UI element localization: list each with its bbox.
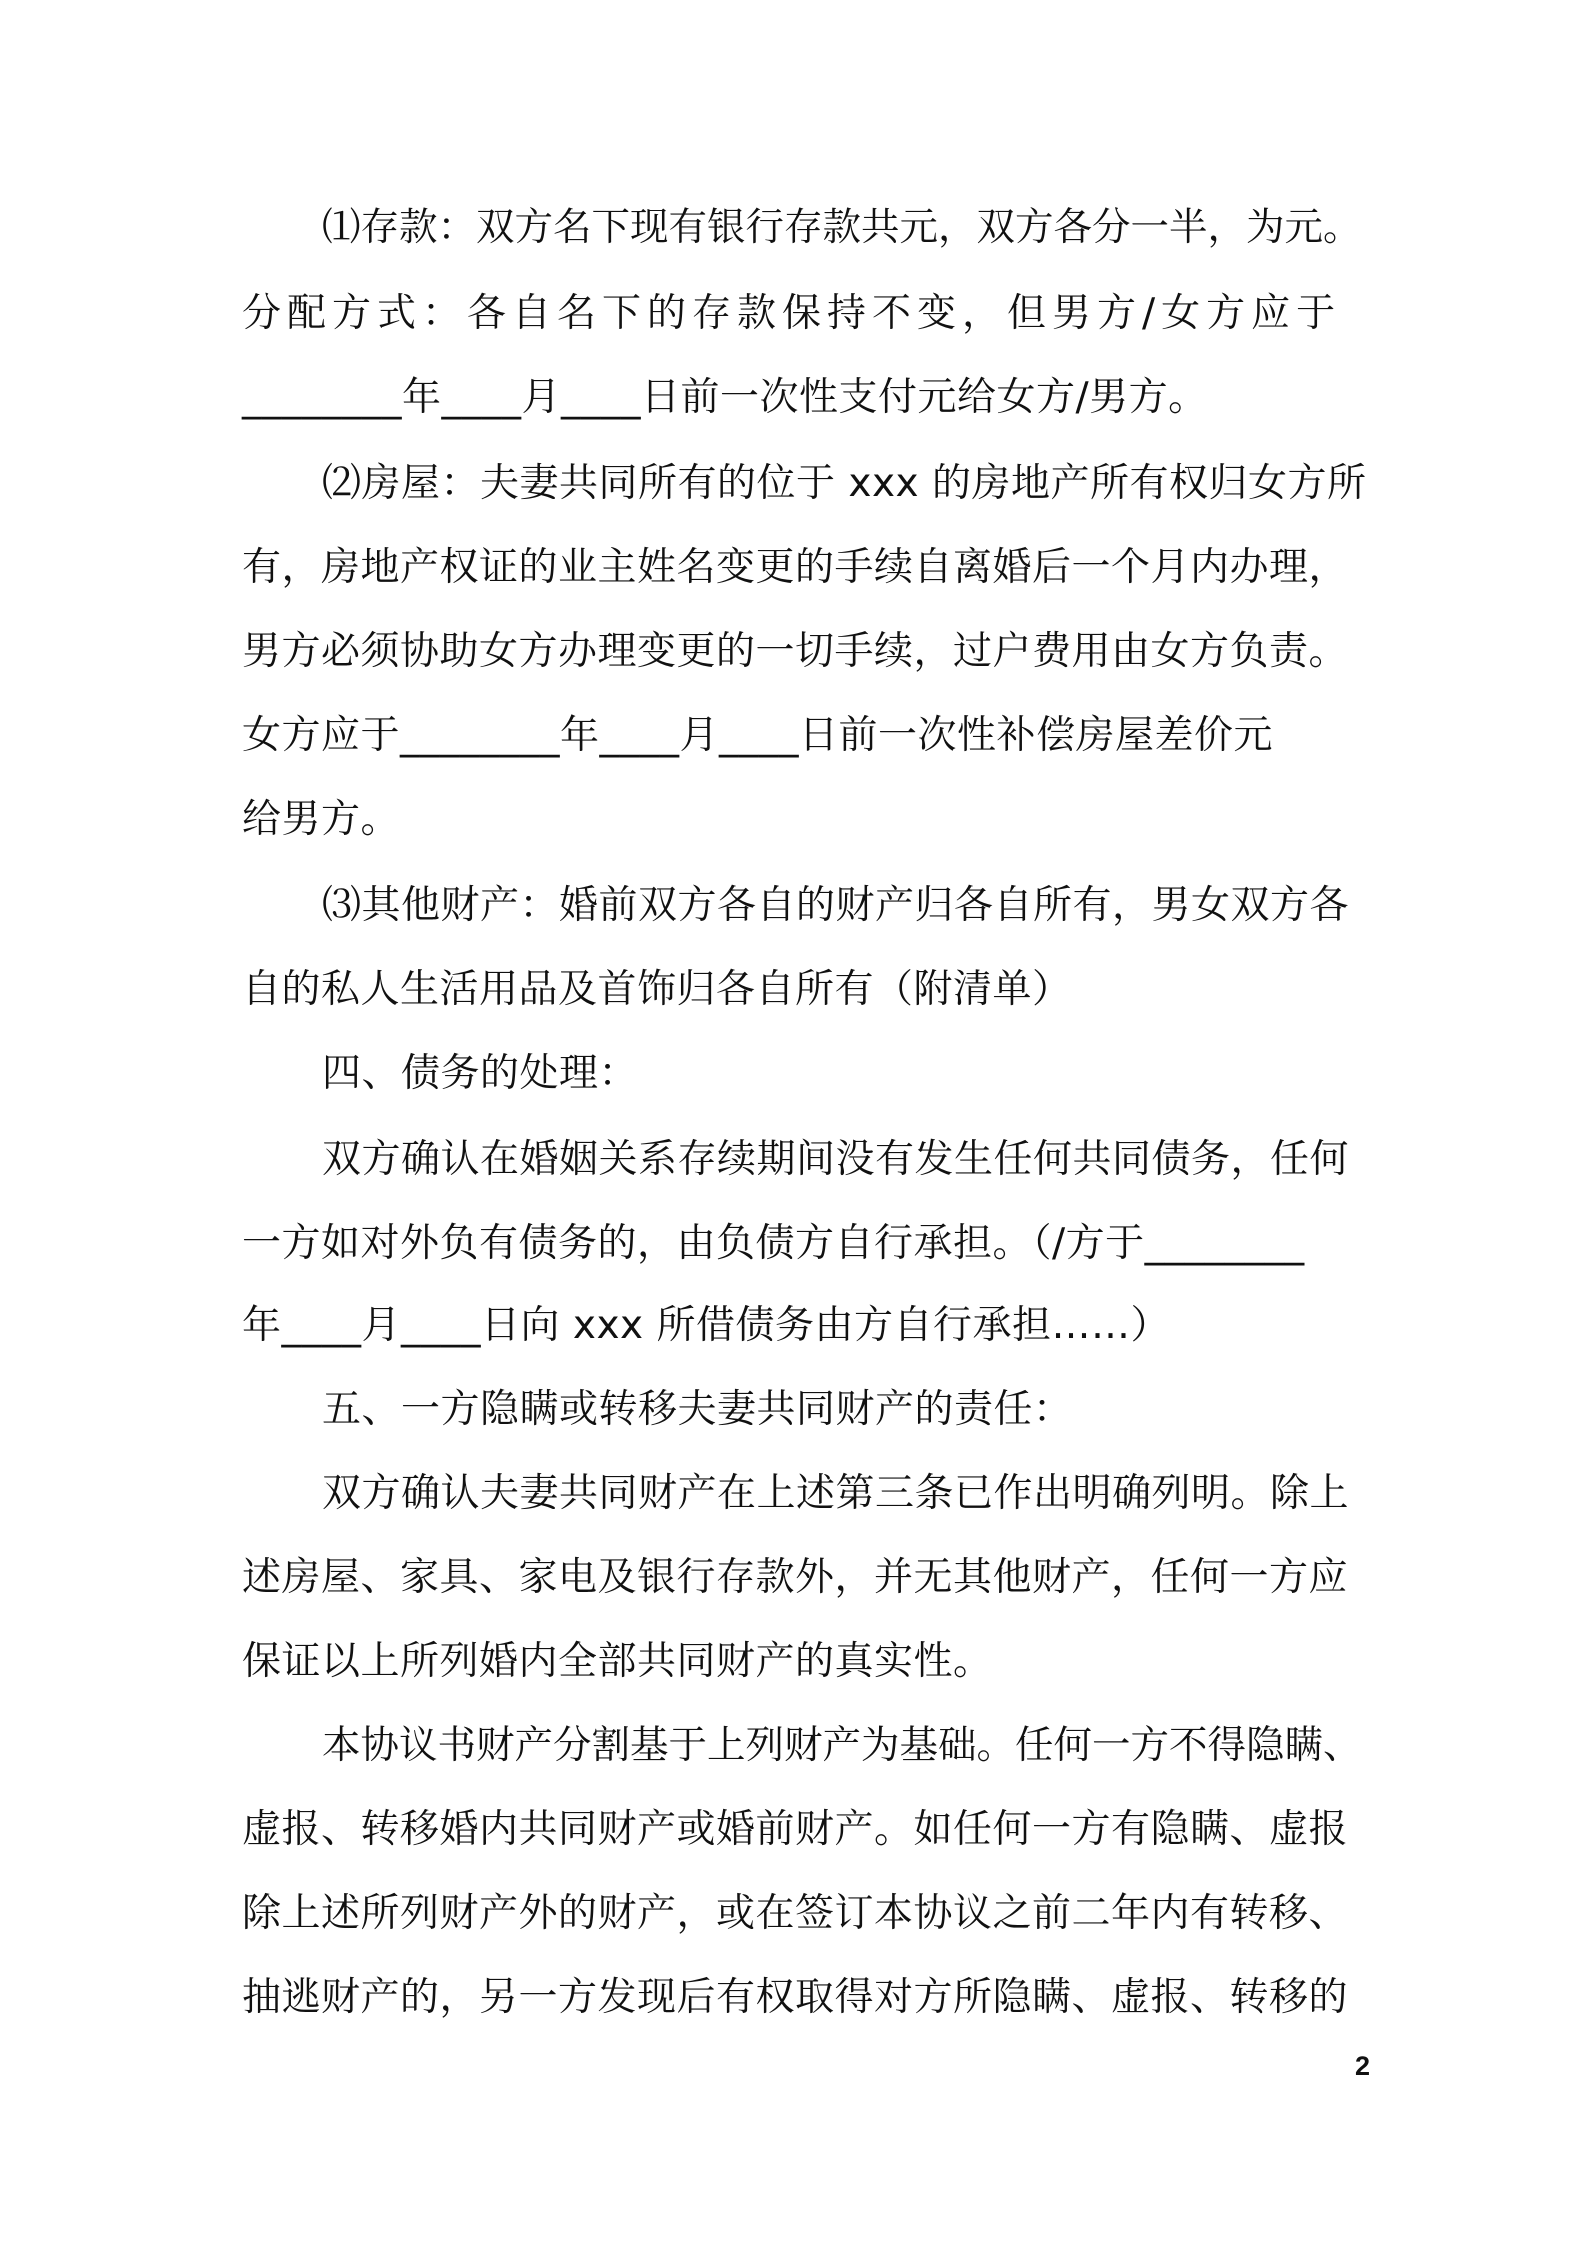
other-property-clause-line: ⑶其他财产：婚前双方各自的财产归各自所有，男女双方各 [322, 883, 1350, 928]
deposit-clause-line: 分配方式：各自名下的存款保持不变，但男方/女方应于 [242, 291, 1342, 336]
debts-paragraph-line: 双方确认在婚姻关系存续期间没有发生任何共同债务，任何 [322, 1137, 1350, 1182]
section-heading-concealment: 五、一方隐瞒或转移夫妻共同财产的责任： [322, 1387, 1073, 1432]
section-heading-debts: 四、债务的处理： [322, 1051, 639, 1096]
concealment-paragraph-line: 述房屋、家具、家电及银行存款外，并无其他财产，任何一方应 [242, 1555, 1349, 1600]
house-clause-line: 男方必须协助女方办理变更的一切手续，过户费用由女方负责。 [242, 629, 1349, 674]
other-property-clause-line: 自的私人生活用品及首饰归各自所有（附清单） [242, 967, 1072, 1012]
concealment-paragraph-line: 双方确认夫妻共同财产在上述第三条已作出明确列明。除上 [322, 1471, 1350, 1516]
debts-paragraph-line: 年____月____日向 xxx 所借债务由方自行承担……） [242, 1303, 1171, 1348]
deposit-clause-line: ⑴存款：双方名下现有银行存款共元，双方各分一半，为元。 [322, 205, 1362, 250]
property-division-paragraph-line: 虚报、转移婚内共同财产或婚前财产。如任何一方有隐瞒、虚报 [242, 1807, 1349, 1852]
property-division-paragraph-line: 除上述所列财产外的财产，或在签订本协议之前二年内有转移、 [242, 1891, 1349, 1936]
house-clause-line: 给男方。 [242, 797, 401, 842]
house-clause-line: 有，房地产权证的业主姓名变更的手续自离婚后一个月内办理， [242, 545, 1349, 590]
house-clause-line: ⑵房屋：夫妻共同所有的位于 xxx 的房地产所有权归女方所 [322, 461, 1367, 506]
deposit-clause-line: ________年____月____日前一次性支付元给女方/男方。 [242, 375, 1208, 420]
property-division-paragraph-line: 抽逃财产的，另一方发现后有权取得对方所隐瞒、虚报、转移的 [242, 1975, 1349, 2020]
concealment-paragraph-line: 保证以上所列婚内全部共同财产的真实性。 [242, 1639, 993, 1684]
debts-paragraph-line: 一方如对外负有债务的，由负债方自行承担。（/方于________ [242, 1221, 1305, 1266]
house-clause-line: 女方应于________年____月____日前一次性补偿房屋差价元 [242, 713, 1274, 758]
page-number: 2 [1354, 2051, 1370, 2081]
property-division-paragraph-line: 本协议书财产分割基于上列财产为基础。任何一方不得隐瞒、 [322, 1723, 1362, 1768]
